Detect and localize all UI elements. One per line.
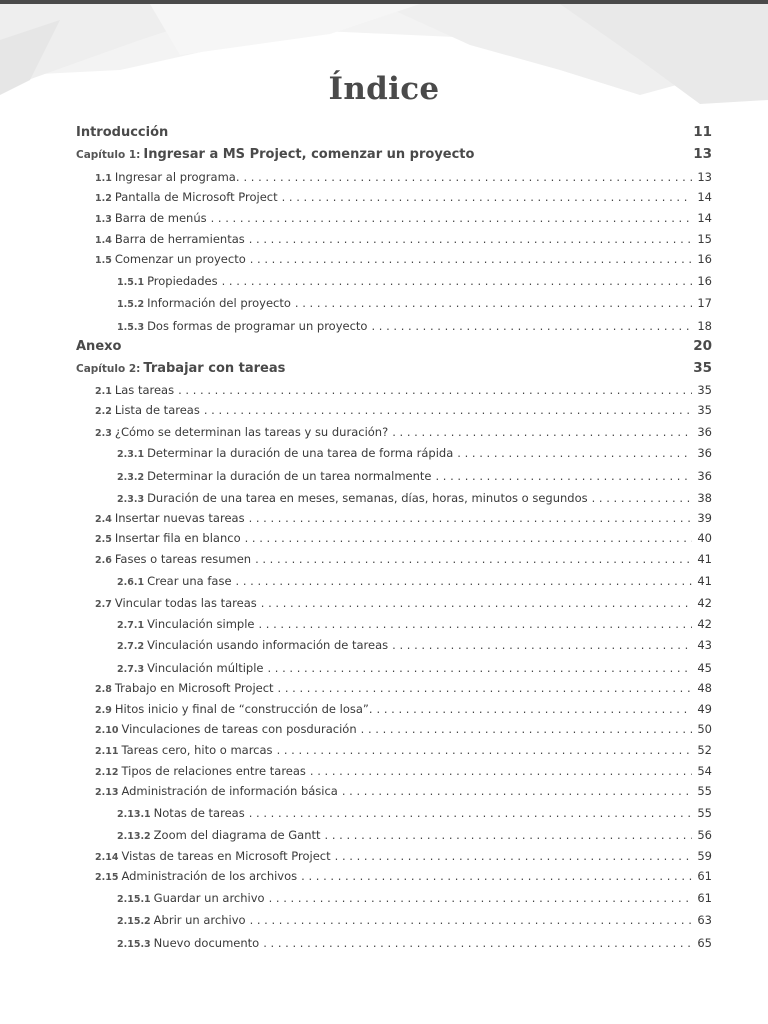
- toc-entry-label: Pantalla de Microsoft Project: [114, 190, 278, 204]
- toc-entry-number: 2.2: [95, 406, 112, 417]
- toc-entry-page-number: 50: [697, 722, 712, 736]
- toc-entry-number: 2.10: [95, 725, 119, 736]
- toc-entry: [95, 531, 712, 545]
- toc-entry-label: Administración de información básica: [121, 784, 338, 798]
- toc-entry-label: Duración de una tarea en meses, semanas, días, horas, minutos o segundos: [147, 491, 588, 505]
- toc-entry-label: Insertar fila en blanco: [114, 531, 241, 545]
- dot-leader: [592, 491, 693, 505]
- dot-leader: [263, 936, 692, 950]
- dot-leader: [278, 681, 693, 695]
- toc-entry: [117, 274, 712, 288]
- toc-entry-label: Ingresar al programa.: [114, 170, 240, 184]
- toc-entry-label: Tipos de relaciones entre tareas: [121, 764, 306, 778]
- dot-leader: [282, 190, 693, 204]
- toc-entry-label: Propiedades: [147, 274, 218, 288]
- dot-leader: [178, 383, 692, 397]
- dot-leader: [267, 661, 692, 675]
- toc-entry-page-number: 55: [697, 806, 712, 820]
- toc-entry-page-number: 43: [697, 638, 712, 652]
- toc-entry: [117, 806, 712, 820]
- toc-entry: [95, 681, 712, 695]
- dot-leader: [250, 913, 693, 927]
- toc-entry: [95, 425, 712, 439]
- toc-entry-page-number: 45: [697, 661, 712, 675]
- toc-entry-number: 1.5.3: [117, 322, 145, 333]
- toc-entry-label: Nuevo documento: [153, 936, 260, 950]
- toc-entry: [95, 722, 712, 736]
- toc-entry-page-number: 36: [697, 425, 712, 439]
- toc-entry-page-number: 11: [693, 124, 712, 140]
- toc-entry-number: 2.3.2: [117, 472, 145, 483]
- toc-entry-number: 2.15.2: [117, 916, 151, 927]
- toc-entry-page-number: 13: [697, 170, 712, 184]
- toc-entry-number: 2.3.1: [117, 449, 145, 460]
- toc-entry-page-number: 61: [697, 869, 712, 883]
- dot-leader: [371, 319, 692, 333]
- toc-entry-page-number: 15: [697, 232, 712, 246]
- toc-entry-label: Barra de herramientas: [114, 232, 245, 246]
- toc-entry-label: Crear una fase: [147, 574, 232, 588]
- toc-entry-number: 2.6: [95, 555, 112, 566]
- toc-entry-page-number: 59: [697, 849, 712, 863]
- toc-entry: [117, 319, 712, 333]
- dot-leader: [392, 425, 692, 439]
- toc-entry-label: Ingresar a MS Project, comenzar un proyecto: [143, 147, 475, 162]
- toc-entry-label: Guardar un archivo: [153, 891, 265, 905]
- toc-entry-number: 2.1: [95, 386, 112, 397]
- dot-leader: [245, 531, 693, 545]
- toc-entry-label: Comenzar un proyecto: [114, 252, 246, 266]
- toc-entry: [117, 491, 712, 505]
- toc-entry-label: Tareas cero, hito o marcas: [121, 743, 273, 757]
- dot-leader: [295, 296, 692, 310]
- toc-entry: [95, 170, 712, 184]
- dot-leader: [269, 891, 693, 905]
- toc-entry: [117, 617, 712, 631]
- toc-entry-page-number: 40: [697, 531, 712, 545]
- toc-entry-page-number: 48: [697, 681, 712, 695]
- toc-entry-label: Notas de tareas: [153, 806, 245, 820]
- dot-leader: [301, 869, 692, 883]
- toc-entry: [76, 360, 712, 376]
- toc-entry-label: Las tareas: [114, 383, 175, 397]
- toc-entry-number: 2.4: [95, 514, 112, 525]
- toc-entry-label: Vincular todas las tareas: [114, 596, 257, 610]
- toc-entry-page-number: 61: [697, 891, 712, 905]
- toc-entry-label: Vinculaciones de tareas con posduración: [121, 722, 357, 736]
- toc-entry-number: 1.4: [95, 235, 112, 246]
- toc-entry-label: Insertar nuevas tareas: [114, 511, 245, 525]
- dot-leader: [361, 722, 693, 736]
- dot-leader: [258, 617, 692, 631]
- toc-entry-number: 2.3: [95, 428, 112, 439]
- toc-entry: [117, 638, 712, 652]
- toc-entry-page-number: 49: [697, 702, 712, 716]
- toc-entry-page-number: 41: [697, 574, 712, 588]
- toc-entry-number: 1.5.2: [117, 299, 145, 310]
- toc-entry-page-number: 14: [697, 190, 712, 204]
- toc-entry: [117, 891, 712, 905]
- toc-entry-page-number: 56: [697, 828, 712, 842]
- toc-entry: [95, 403, 712, 417]
- toc-entry: [95, 190, 712, 204]
- toc-entry: [117, 446, 712, 460]
- toc-entry-number: 1.2: [95, 193, 112, 204]
- toc-entry-number: 2.7: [95, 599, 112, 610]
- dot-leader: [204, 403, 693, 417]
- dot-leader: [335, 849, 693, 863]
- toc-entry-page-number: 42: [697, 617, 712, 631]
- toc-entry-label: Vinculación simple: [147, 617, 255, 631]
- dot-leader: [436, 469, 693, 483]
- toc-entry-page-number: 16: [697, 252, 712, 266]
- toc-entry-page-number: 17: [697, 296, 712, 310]
- toc-entry-page-number: 35: [697, 383, 712, 397]
- toc-entry: [117, 913, 712, 927]
- toc-entry-page-number: 13: [693, 146, 712, 162]
- toc-entry: [117, 661, 712, 675]
- dot-leader: [250, 252, 693, 266]
- toc-entry-label: Información del proyecto: [147, 296, 291, 310]
- toc-entry: [117, 296, 712, 310]
- dot-leader: [222, 274, 693, 288]
- toc-entry: [76, 338, 712, 354]
- toc-entry: [95, 252, 712, 266]
- toc-entry-number: Capítulo 1:: [76, 149, 141, 161]
- toc-entry-number: 2.11: [95, 746, 119, 757]
- toc-entry: [95, 849, 712, 863]
- toc-entry-number: 2.3.3: [117, 494, 145, 505]
- toc-entry-number: 2.15.3: [117, 939, 151, 950]
- toc-entry-page-number: 65: [697, 936, 712, 950]
- toc-entry: [117, 574, 712, 588]
- dot-leader: [342, 784, 693, 798]
- toc-entry-label: Vistas de tareas en Microsoft Project: [121, 849, 331, 863]
- toc-entry-page-number: 41: [697, 552, 712, 566]
- toc-entry-number: 2.7.2: [117, 641, 145, 652]
- dot-leader: [310, 764, 692, 778]
- toc-entry: [95, 211, 712, 225]
- toc-entry-label: Abrir un archivo: [153, 913, 246, 927]
- toc-entry-label: Vinculación múltiple: [147, 661, 264, 675]
- page-title: Índice: [328, 71, 440, 107]
- toc-entry-label: Anexo: [76, 339, 122, 354]
- dot-leader: [277, 743, 693, 757]
- toc-entry-label: ¿Cómo se determinan las tareas y su duración?: [114, 425, 389, 439]
- toc-entry-page-number: 63: [697, 913, 712, 927]
- dot-leader: [249, 232, 693, 246]
- toc-entry-page-number: 35: [697, 403, 712, 417]
- toc-entry-label: Introducción: [76, 125, 169, 140]
- dot-leader: [392, 638, 692, 652]
- toc-entry: [95, 702, 712, 716]
- toc-entry: [95, 552, 712, 566]
- toc-entry-number: 1.5.1: [117, 277, 145, 288]
- toc-entry-label: Barra de menús: [114, 211, 207, 225]
- toc-entry-number: 2.8: [95, 684, 112, 695]
- toc-entry-page-number: 36: [697, 446, 712, 460]
- toc-entry-label: Administración de los archivos: [121, 869, 298, 883]
- toc-entry-page-number: 36: [697, 469, 712, 483]
- toc-entry: [95, 743, 712, 757]
- toc-entry-number: 2.12: [95, 767, 119, 778]
- toc-entry-label: Dos formas de programar un proyecto: [147, 319, 368, 333]
- toc-entry: [95, 784, 712, 798]
- toc-entry: [76, 146, 712, 162]
- toc-entry-number: 2.9: [95, 705, 112, 716]
- toc-entry-number: 1.3: [95, 214, 112, 225]
- toc-entry-label: Determinar la duración de una tarea de forma rápida: [147, 446, 454, 460]
- toc-entry-number: 2.15.1: [117, 894, 151, 905]
- toc-entry-label: Vinculación usando información de tareas: [147, 638, 389, 652]
- toc-entry: [117, 469, 712, 483]
- toc-entry-number: 2.5: [95, 534, 112, 545]
- toc-entry: [95, 596, 712, 610]
- toc-entry-label: Zoom del diagrama de Gantt: [153, 828, 321, 842]
- toc-entry-number: 2.13.1: [117, 809, 151, 820]
- toc-entry-label: Determinar la duración de un tarea normalmente: [147, 469, 432, 483]
- toc-entry-page-number: 39: [697, 511, 712, 525]
- toc-entry-number: 1.5: [95, 255, 112, 266]
- toc-entry-page-number: 18: [697, 319, 712, 333]
- toc-entry-page-number: 16: [697, 274, 712, 288]
- dot-leader: [211, 211, 693, 225]
- toc-entry-number: 2.15: [95, 872, 119, 883]
- toc-entry: [95, 383, 712, 397]
- dot-leader: [325, 828, 693, 842]
- dot-leader: [236, 574, 693, 588]
- toc-entry-number: Capítulo 2:: [76, 363, 141, 375]
- toc-entry-number: 2.14: [95, 852, 119, 863]
- toc-entry-number: 2.13.2: [117, 831, 151, 842]
- toc-entry-page-number: 54: [697, 764, 712, 778]
- toc-entry-label: Trabajar con tareas: [143, 361, 286, 376]
- toc-entry-label: Fases o tareas resumen: [114, 552, 252, 566]
- toc-entry: [95, 511, 712, 525]
- dot-leader: [377, 702, 693, 716]
- toc-entry-number: 2.7.3: [117, 664, 145, 675]
- toc-entry-label: Lista de tareas: [114, 403, 200, 417]
- dot-leader: [249, 511, 693, 525]
- toc-entry-label: Trabajo en Microsoft Project: [114, 681, 274, 695]
- toc-entry-page-number: 20: [693, 338, 712, 354]
- toc-entry: [95, 764, 712, 778]
- toc-entry-page-number: 55: [697, 784, 712, 798]
- dot-leader: [457, 446, 692, 460]
- toc-entry: [117, 936, 712, 950]
- toc-entry-page-number: 38: [697, 491, 712, 505]
- dot-leader: [255, 552, 692, 566]
- toc-entry: [117, 828, 712, 842]
- dot-leader: [261, 596, 693, 610]
- toc-entry-number: 2.13: [95, 787, 119, 798]
- toc-entry: [76, 124, 712, 140]
- toc-entry-page-number: 52: [697, 743, 712, 757]
- toc-entry-number: 2.6.1: [117, 577, 145, 588]
- toc-entry-page-number: 35: [693, 360, 712, 376]
- toc-entry-page-number: 14: [697, 211, 712, 225]
- dot-leader: [249, 806, 693, 820]
- toc-entry-page-number: 42: [697, 596, 712, 610]
- toc-entry-label: Hitos inicio y final de “construcción de losa”.: [114, 702, 373, 716]
- toc-entry: [95, 232, 712, 246]
- toc-entry-number: 1.1: [95, 173, 112, 184]
- toc-entry-number: 2.7.1: [117, 620, 145, 631]
- toc-entry: [95, 869, 712, 883]
- dot-leader: [244, 170, 693, 184]
